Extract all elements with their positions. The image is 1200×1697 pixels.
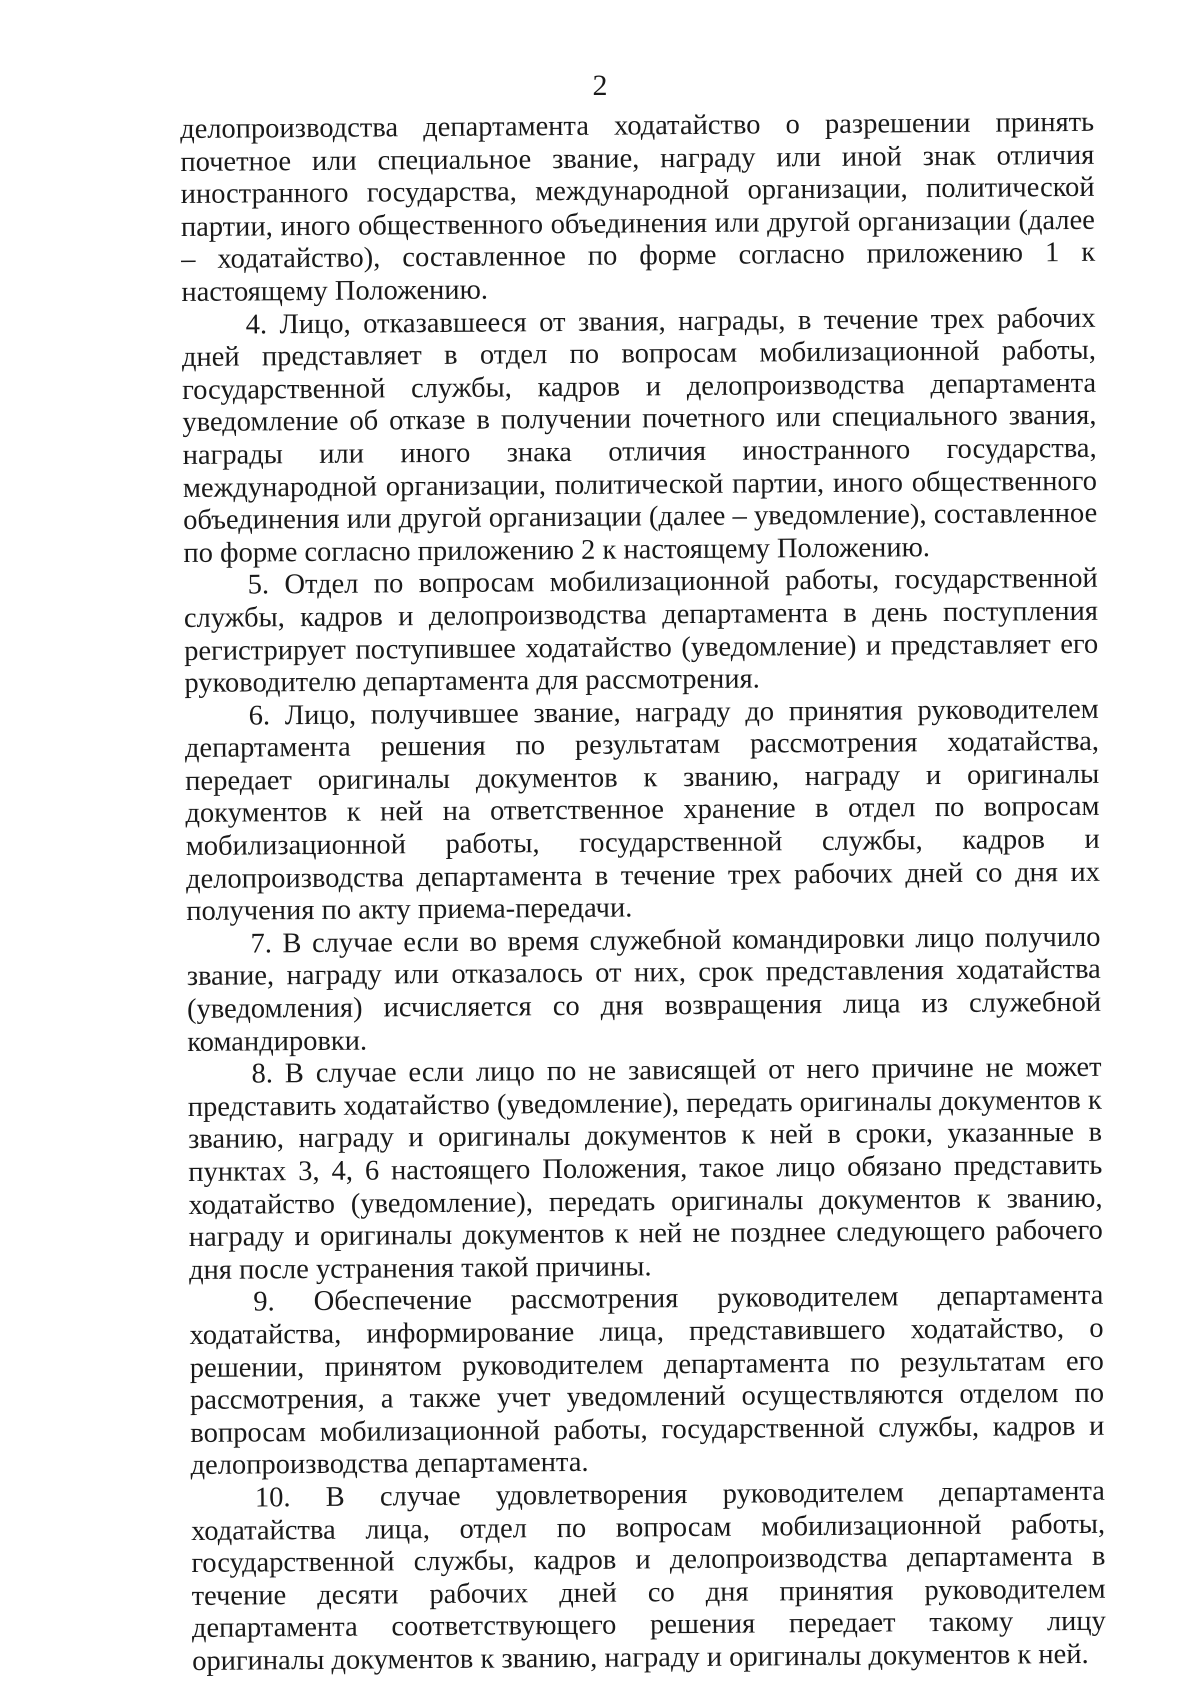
paragraph-item-8: 8. В случае если лицо по не зависящей от него причине не может представить ходатайство (уведомление), передать оригиналы документов к званию, награду и оригиналы документов к ней в сроки, указанные в пунктах 3, 4, 6 настоящего Положения, такое лицо обязано представить ходатайство (уведомление), передать оригиналы документов к званию, награду и оригиналы документов к ней не позднее следующего рабочего дня после устранения такой причины. — [187, 1052, 1103, 1286]
paragraph-item-5: 5. Отдел по вопросам мобилизационной работы, государственной службы, кадров и делопроизводства департамента в день поступления регистрирует поступившее ходатайство (уведомление) и представляет его руководителю департамента для рассмотрения. — [183, 563, 1099, 700]
paragraph-item-4: 4. Лицо, отказавшееся от звания, награды, в течение трех рабочих дней представляет в отдел по вопросам мобилизационной работы, государственной службы, кадров и делопроизводства департамента уведомление об отказе в получении почетного или специального звания, награды или иного знака отличия иностранного государства, международной организации, политической партии, иного общественного объединения или другой организации (далее – уведомление), составленное по форме согласно приложению 2 к настоящему Положению. — [181, 302, 1098, 569]
page-number: 2 — [592, 69, 608, 102]
paragraph-item-6: 6. Лицо, получившее звание, награду до принятия руководителем департамента решения по результатам рассмотрения ходатайства, передает оригиналы документов к званию, награду и оригиналы документов к ней на ответственное хранение в отдел по вопросам мобилизационной работы, государственной службы, кадров и делопроизводства департамента в течение трех рабочих дней со дня их получения по акту приема-передачи. — [184, 693, 1101, 928]
document-body — [180, 107, 1106, 1679]
paragraph-item-7: 7. В случае если во время служебной командировки лицо получило звание, награду или отказалось от них, срок представления ходатайства (уведомления) исчисляется со дня возвращения лица из служебной командировки. — [186, 921, 1102, 1058]
paragraph-continuation: делопроизводства департамента ходатайство о разрешении принять почетное или специальное звание, награду или иной знак отличия иностранного государства, международной организации, политической партии, иного общественного объединения или другой организации (далее – ходатайство), составленное по форме согласно приложению 1 к настоящему Положению. — [180, 106, 1096, 308]
paragraph-item-10: 10. В случае удовлетворения руководителем департамента ходатайства лица, отдел по вопросам мобилизационной работы, государственной службы, кадров и делопроизводства департамента в течение десяти рабочих дней со дня принятия руководителем департамента соответствующего решения передает такому лицу оригиналы документов к званию, награду и оригиналы документов к ней. — [191, 1475, 1106, 1677]
paragraph-item-9: 9. Обеспечение рассмотрения руководителем департамента ходатайства, информирование лица, представившего ходатайство, о решении, принятом руководителем департамента по результатам его рассмотрения, а также учет уведомлений осуществляются отделом по вопросам мобилизационной работы, государственной службы, кадров и делопроизводства департамента. — [189, 1280, 1105, 1482]
